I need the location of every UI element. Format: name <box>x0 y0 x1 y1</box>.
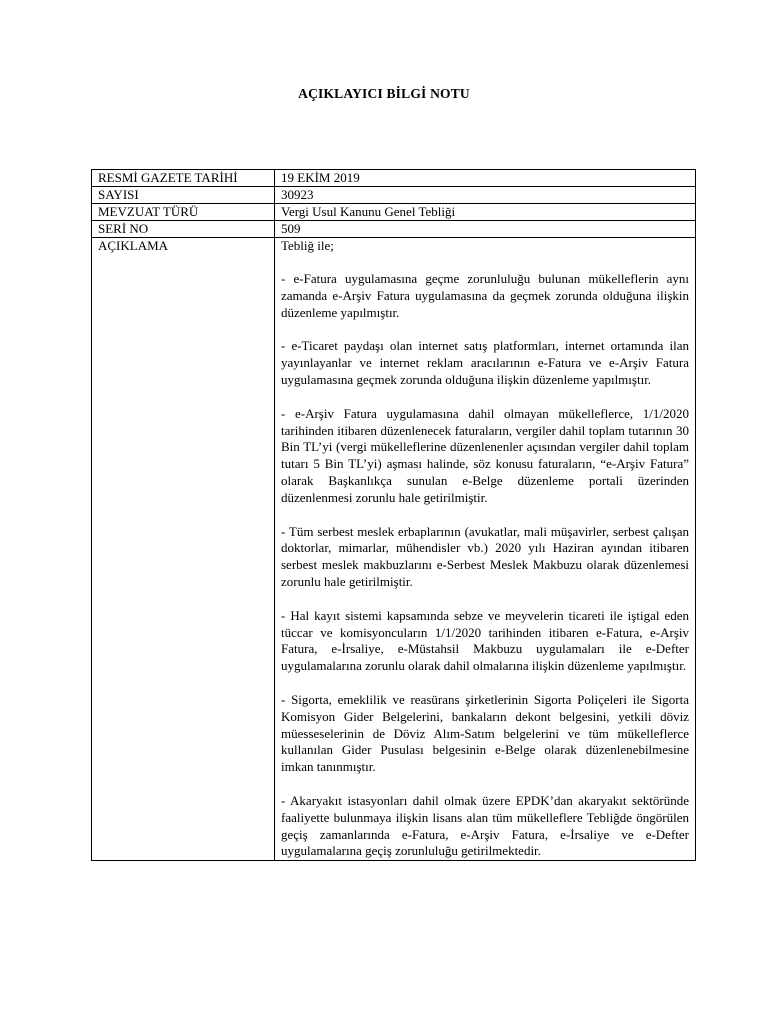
table-row <box>92 187 696 204</box>
info-table <box>91 169 696 861</box>
table-row <box>92 238 696 861</box>
explanation-paragraph: - Hal kayıt sistemi kapsamında sebze ve meyvelerin ticareti ile iştigal eden tüccar ve komisyoncuların 1/1/2020 tarihinden itibaren e-Fatura, e-Arşiv Fatura, e-İrsaliye, e-Müstahsil Makbuzu uygulamaları ile e-Defter uygulamalarına zorunlu olarak dahil olmalarına ilişkin düzenleme yapılmıştır. <box>281 607 689 674</box>
explanation-paragraph: - Sigorta, emeklilik ve reasürans şirketlerinin Sigorta Poliçeleri ile Sigorta Komisyon Gider Belgelerini, bankaların dekont belgesini, yetkili döviz müesseselerinin de Döviz Alım-Satım belgelerini ve tüm mükelleflerce kullanılan Gider Pusulası belgesinin e-Belge olarak düzenlenebilmesine imkan tanınmıştır. <box>281 691 689 775</box>
row-label-legislation-type: MEVZUAT TÜRÜ <box>92 204 275 221</box>
explanation-paragraph: - Tüm serbest meslek erbaplarının (avukatlar, mali müşavirler, serbest çalışan doktorlar, mimarlar, mühendisler vb.) 2020 yılı Haziran ayından itibaren serbest meslek makbuzlarını e-Serbest Meslek Makbuzu olarak düzenlemesi zorunlu hale getirilmiştir. <box>281 523 689 589</box>
row-label-series-number: SERİ NO <box>92 221 275 238</box>
table-row <box>92 221 696 238</box>
row-value-explanation <box>275 238 696 861</box>
row-value-series-number: 509 <box>275 221 696 238</box>
row-value-gazette-date: 19 EKİM 2019 <box>275 170 696 187</box>
row-label-gazette-date: RESMİ GAZETE TARİHİ <box>92 170 275 187</box>
explanation-paragraph: - e-Ticaret paydaşı olan internet satış platformları, internet ortamında ilan yayınlayanlar ve internet reklam aracılarının e-Fatura ve e-Arşiv Fatura uygulamasına geçmek zorunda olduğuna ilişkin düzenleme yapılmıştır. <box>281 338 689 387</box>
row-label-explanation: AÇIKLAMA <box>92 238 275 861</box>
table-row <box>92 204 696 221</box>
row-label-issue-number: SAYISI <box>92 187 275 204</box>
explanation-intro: Tebliğ ile; <box>281 238 334 253</box>
row-value-legislation-type: Vergi Usul Kanunu Genel Tebliği <box>275 204 696 221</box>
explanation-paragraph: - Akaryakıt istasyonları dahil olmak üzere EPDK’dan akaryakıt sektöründe faaliyette bulunmaya ilişkin lisans alan tüm mükelleflere Tebliğde öngörülen geçiş zamanlarında e-Fatura, e-Arşiv Fatura, e-İrsaliye ve e-Defter uygulamalarına geçiş zorunluluğu getirilmektedir. <box>281 792 689 859</box>
explanation-paragraph: - e-Fatura uygulamasına geçme zorunluluğu bulunan mükelleflerin aynı zamanda e-Arşiv Fatura uygulamasına da geçmek zorunda olduğuna ilişkin düzenleme yapılmıştır. <box>281 271 689 320</box>
explanation-paragraph: - e-Arşiv Fatura uygulamasına dahil olmayan mükelleflerce, 1/1/2020 tarihinden itibaren düzenlenecek faturaların, vergiler dahil toplam tutarının 30 Bin TL’yi (vergi mükelleflerine düzenlenenler açısından vergiler dahil toplam tutarı 5 Bin TL’yi) aşması halinde, söz konusu faturaların, “e-Arşiv Fatura” olarak Başkanlıkça sunulan e-Belge düzenleme portali üzerinden düzenlenmesi zorunlu hale getirilmiştir. <box>281 405 689 505</box>
row-value-issue-number: 30923 <box>275 187 696 204</box>
page-title: AÇIKLAYICI BİLGİ NOTU <box>298 86 470 101</box>
table-row <box>92 170 696 187</box>
